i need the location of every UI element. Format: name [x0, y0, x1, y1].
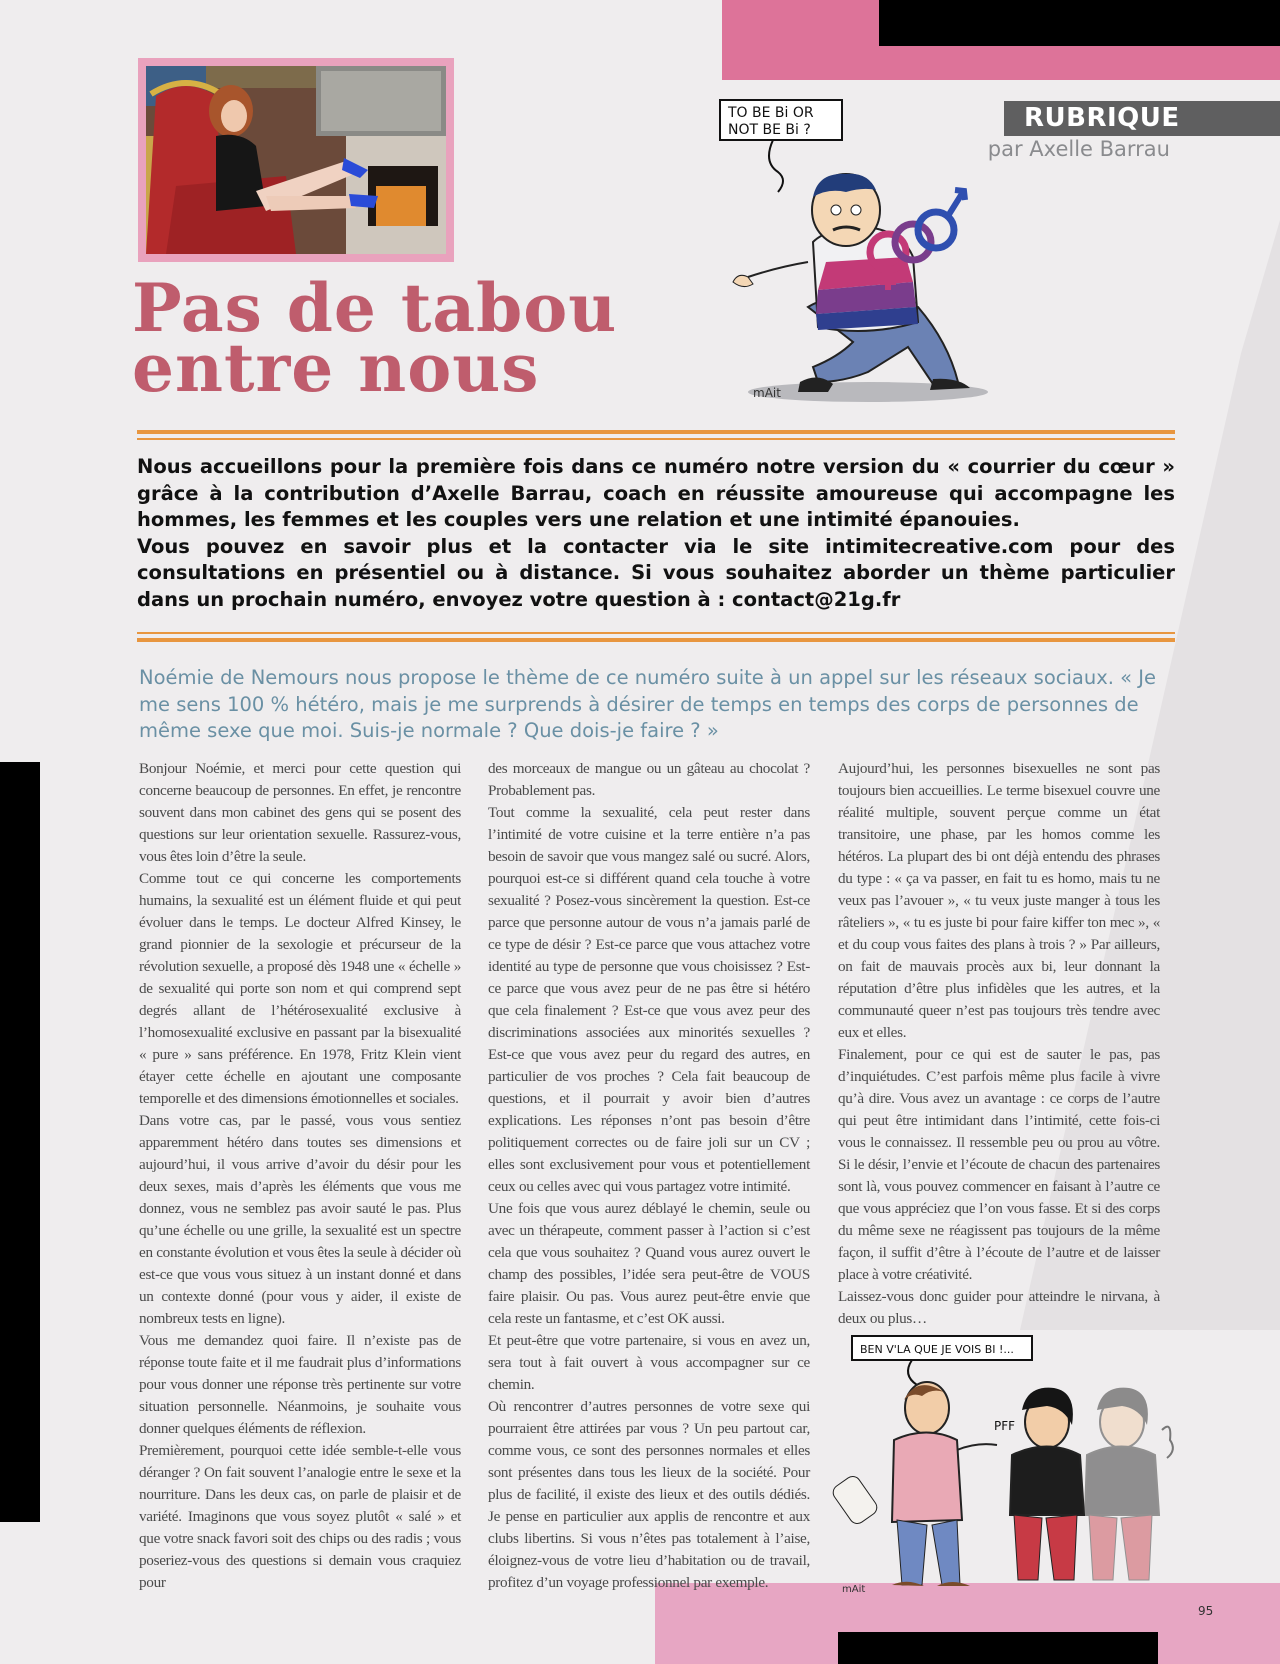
body-column-2	[488, 758, 810, 1594]
title-line-2: entre nous	[132, 329, 540, 407]
left-black-band	[0, 762, 40, 1522]
rule-top-1	[137, 430, 1175, 434]
body-paragraph: Premièrement, pourquoi cette idée semble-t-elle vous déranger ? On fait souvent l’analogie entre le sexe et la nourriture. Dans les deux cas, on parle de plaisir et de variété. Imaginons que vous soyez plutôt « salé » et que votre snack favori soit des chips ou des radis ; vous poseriez-vous des questions si demain vous craquiez pour	[139, 1442, 461, 1591]
title-line-1: Pas de tabou	[132, 269, 618, 347]
body-column-3	[838, 758, 1160, 1330]
bottom-black-band	[838, 1632, 1158, 1664]
cartoon2-sound: PFF	[994, 1419, 1016, 1433]
intro-paragraph: Vous pouvez en savoir plus et la contacter via le site intimitecreative.com pour des consultations en présentiel ou à distance. Si vous souhaitez aborder un thème particulier dans un prochain numéro, envoyez votre question à : contact@21g.fr	[137, 534, 1175, 611]
body-paragraph: Finalement, pour ce qui est de sauter le pas, pas d’inquiétudes. C’est parfois même plus facile à vivre qu’à dire. Vous avez un avantage : ce corps de l’autre qui peut être intimidant dans l’intimité, cette fois-ci vous le connaissez. Il ressemble peu ou prou au vôtre. Si le désir, l’envie et l’écoute de chacun des partenaires sont là, vous pouvez commencer en faisant à l’autre ce que vous appréciez que l’on vous fasse. Et si des corps du même sexe ne réagissent pas toujours de la même façon, il suffit d’être à l’écoute de l’autre et de laisser place à votre créativité.	[838, 1046, 1160, 1283]
body-paragraph: Comme tout ce qui concerne les comportements humains, la sexualité est un élément fluide et qui peut évoluer dans le temps. Le docteur Alfred Kinsey, le grand pionnier de la sexologie et précurseur de la révolution sexuelle, a proposé dès 1948 une « échelle » de sexualité qui porte son nom et qui comprend sept degrés allant de l’hétérosexualité exclusive à l’homosexualité exclusive en passant par la bisexualité « pure » sans préférence. En 1978, Fritz Klein vient étayer cette échelle en ajoutant une composante temporelle et des dimensions émotionnelles et sociales.	[139, 870, 461, 1107]
body-paragraph: Où rencontrer d’autres personnes de votre sexe qui pourraient être attirées par vous ? Un peu partout car, comme vous, ce sont des personnes normales et elles sont présentes dans tous les lieux de la société. Pour plus de facilité, il existe des lieux et des outils dédiés. Je pense en particulier aux applis de rencontre et aux clubs libertins. Si vous n’êtes pas totalement à l’aise, éloignez-vous de votre lieu d’habitation ou de travail, profitez d’un voyage professionnel par exemple.	[488, 1398, 810, 1591]
body-paragraph: Dans votre cas, par le passé, vous vous sentiez apparemment hétéro dans toutes ses dimensions et aujourd’hui, il vous arrive d’avoir du désir pour les deux sexes, mais d’après les éléments que vous me donnez, vous ne semblez pas avoir sauté le pas. Plus qu’une échelle ou une grille, la sexualité est un spectre en constante évolution et vous êtes la seule à décider où est-ce que vous vous situez à un instant donné et dans un contexte donné (pour vous y aider, il existe de nombreux tests en ligne).	[139, 1112, 461, 1327]
rule-bottom-2	[137, 638, 1175, 642]
page-number: 95	[1198, 1604, 1214, 1618]
reader-question: Noémie de Nemours nous propose le thème de ce numéro suite à un appel sur les réseaux sociaux. « Je me sens 100 % hétéro, mais je me surprends à désirer de temps en temps des corps de personnes de même sexe que moi. Suis-je normale ? Que dois-je faire ? »	[139, 666, 1157, 742]
cartoon2-speech: BEN V'LA QUE JE VOIS BI !...	[860, 1343, 1014, 1356]
section-label: RUBRIQUE	[1004, 101, 1280, 136]
body-paragraph: Bonjour Noémie, et merci pour cette question qui concerne beaucoup de personnes. En effet, je rencontre souvent dans mon cabinet des gens qui se posent des questions sur leur orientation sexuelle. Rassurez-vous, vous êtes loin d’être la seule.	[139, 760, 461, 865]
body-paragraph: Tout comme la sexualité, cela peut rester dans l’intimité de votre cuisine et la terre entière n’a pas besoin de savoir que vous mangez salé ou sucré. Alors, pourquoi est-ce si différent quand cela touche à votre sexualité ? Posez-vous sincèrement la question. Est-ce parce que personne autour de vous n’a jamais parlé de ce type de désir ? Est-ce parce que vous attachez votre identité au type de personne que vous choisissez ? Est-ce parce que vous avez peur de ne pas être si hétéro que cela finalement ? Est-ce que vous avez peur des discriminations associées aux minorités sexuelles ? Est-ce que vous avez peur du regard des autres, en particulier de vos proches ? Cela fait beaucoup de questions, et il pourrait y avoir bien d’autres explications. Les réponses n’ont pas besoin d’être politiquement correctes ou de faire joli sur un CV ; elles sont exclusivement pour vous et potentiellement ceux ou celles avec qui vous partagez votre intimité.	[488, 804, 810, 1195]
top-black-band	[879, 0, 1280, 46]
body-paragraph: Laissez-vous donc guider pour atteindre le nirvana, à deux ou plus…	[838, 1288, 1160, 1327]
cartoon1-speech-line1: TO BE Bi OR	[728, 105, 814, 121]
body-paragraph: Une fois que vous aurez déblayé le chemin, seule ou avec un thérapeute, comment passer à l’action si c’est cela que vous souhaitez ? Quand vous aurez ouvert le champ des possibles, l’idée sera peut-être de VOUS faire plaisir. Ou pas. Vous aurez peut-être envie que cela reste un fantasme, et c’est OK aussi.	[488, 1200, 810, 1327]
article-title	[132, 269, 732, 407]
author-photo	[146, 66, 446, 254]
cartoon1-speech-line2: NOT BE Bi ?	[728, 122, 811, 138]
rule-bottom-1	[137, 632, 1175, 634]
body-column-1	[139, 758, 461, 1594]
rule-top-2	[137, 438, 1175, 440]
body-paragraph: Vous me demandez quoi faire. Il n’existe pas de réponse toute faite et il me faudrait plus d’informations pour vous donner une réponse très pertinente sur votre situation personnelle. Néanmoins, je souhaite vous donner quelques éléments de réflexion.	[139, 1332, 461, 1437]
intro-paragraph: Nous accueillons pour la première fois dans ce numéro notre version du « courrier du cœur » grâce à la contribution d’Axelle Barrau, coach en réussite amoureuse qui accompagne les hommes, les femmes et les couples vers une relation et une intimité épanouies.	[137, 455, 1175, 531]
intro-box	[137, 454, 1175, 613]
cartoon-three-men	[832, 1330, 1180, 1600]
body-paragraph: Et peut-être que votre partenaire, si vous en avez un, sera tout à fait ouvert à vous accompagner sur ce chemin.	[488, 1332, 810, 1393]
body-paragraph: Aujourd’hui, les personnes bisexuelles ne sont pas toujours bien accueillies. Le terme bisexuel couvre une réalité multiple, souvent perçue comme un état transitoire, une phase, par les homos comme les hétéros. La plupart des bi ont déjà entendu des phrases du type : « ça va passer, en fait tu es homo, mais tu ne veux pas l’avouer », « tu veux juste manger à tous les râteliers », « tu es juste bi pour faire kiffer ton mec », « et du coup vous faites des plans à trois ? » Par ailleurs, on fait de mauvais procès aux bi, leur donnant la réputation d’être plus infidèles que les autres, et la communauté queer n’est pas toujours très tendre avec eux et elles.	[838, 760, 1160, 1041]
cartoon-bisexual-man	[718, 92, 1028, 412]
author-byline: par Axelle Barrau	[987, 137, 1170, 161]
cartoon1-signature: mAit	[753, 386, 781, 400]
cartoon2-signature: mAit	[842, 1584, 866, 1595]
body-paragraph: des morceaux de mangue ou un gâteau au chocolat ? Probablement pas.	[488, 760, 810, 799]
